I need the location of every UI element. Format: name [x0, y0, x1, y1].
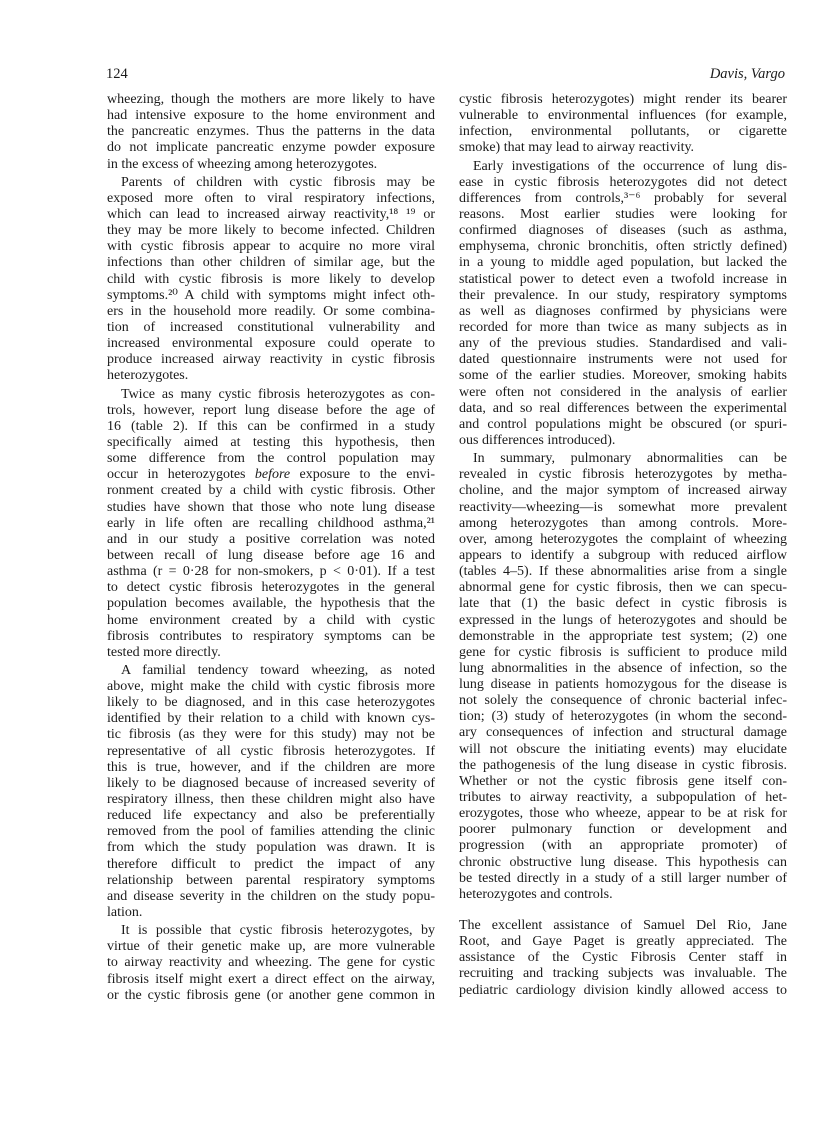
text-line: erozygotes, those who wheeze, appear to be at risk for — [459, 806, 787, 822]
text-segment: exposure to the envi- — [290, 467, 435, 483]
text-line: emphysema, chronic bronchitis, often strictly defined) — [459, 239, 787, 255]
text-line: expressed in the lungs of heterozygotes and should be — [459, 612, 787, 628]
text-line: and in our study a positive correlation was noted — [107, 531, 435, 547]
text-line — [107, 467, 435, 483]
text-line: removed from the pool of families attending the clinic — [107, 824, 435, 840]
text-line: Early investigations of the occurrence of lung dis- — [473, 158, 787, 174]
text-line: infections than other children of similar age, but the — [107, 255, 435, 271]
text-line: vulnerable to environmental influences (for example, — [459, 108, 787, 124]
text-line: were often not considered in the analysis of earlier — [459, 384, 787, 400]
text-line: lung abnormalities in the absence of infection, so the — [459, 660, 787, 676]
text-line: this is true, however, and if the children are more — [107, 759, 435, 775]
left-column — [107, 92, 435, 1006]
text-line: from which the study population was drawn. It is — [107, 840, 435, 856]
text-line: lation. — [107, 905, 143, 921]
text-line: progression (with an appropriate promoter) of — [459, 838, 787, 854]
text-line: exposed more often to viral respiratory infections, — [107, 190, 435, 206]
text-line: with cystic fibrosis appear to acquire no more viral — [107, 239, 435, 255]
text-line: revealed in cystic fibrosis heterozygotes by metha- — [459, 467, 787, 483]
text-line: It is possible that cystic fibrosis heterozygotes, by — [121, 923, 435, 939]
body-paragraph — [107, 175, 435, 385]
text-line: choline, and the major symptom of increased airway — [459, 483, 787, 499]
text-line: population becomes available, the hypothesis that the — [107, 596, 435, 612]
text-line: differences from controls,³⁻⁶ probably for several — [459, 190, 787, 206]
text-line: fibrosis itself might exert a direct effect on the airway, — [107, 971, 435, 987]
text-line: between recall of lung disease before age 16 and — [107, 547, 435, 563]
text-line: do not implicate pancreatic enzyme powder exposure — [107, 140, 435, 156]
text-line: early in life often are recalling childhood asthma,²¹ — [107, 515, 435, 531]
text-line: in a young to middle aged population, but lacked the — [459, 255, 787, 271]
text-line: some of the earlier studies. Moreover, smoking habits — [459, 368, 787, 384]
text-line: poorer pulmonary function or development and — [459, 822, 787, 838]
text-line: cystic fibrosis heterozygotes) might render its bearer — [459, 92, 787, 107]
text-line: tion of increased constitutional vulnerability and — [107, 319, 435, 335]
text-line: ary consequences of infection and structural damage — [459, 725, 787, 741]
text-line: ers in the household more readily. Or some combina- — [107, 303, 435, 319]
body-paragraph — [107, 387, 435, 661]
text-line: tion; (3) study of heterozygotes (in whom the second- — [459, 709, 787, 725]
text-line: recorded for more than twice as many subjects as in — [459, 319, 787, 335]
text-line: (tables 4–5). If these abnormalities arise from a single — [459, 564, 787, 580]
text-line: studies have shown that those who note lung disease — [107, 499, 435, 515]
text-line: asthma (r = 0·28 for non-smokers, p < 0·01). If a test — [107, 564, 435, 580]
text-line: Whether or not the cystic fibrosis gene itself con- — [459, 773, 787, 789]
text-line: specifically aimed at testing this hypothesis, then — [107, 434, 435, 450]
text-line: and disease severity in the children on the study popu- — [107, 888, 435, 904]
text-line: A familial tendency toward wheezing, as noted — [121, 662, 435, 678]
text-line: In summary, pulmonary abnormalities can be — [473, 451, 787, 467]
text-line: dated questionnaire instruments were not used for — [459, 352, 787, 368]
text-line: which can lead to increased airway reactivity,¹⁸ ¹⁹ or — [107, 206, 435, 222]
text-line: lung disease in patients homozygous for the disease is — [459, 677, 787, 693]
text-line: abnormal gene for cystic fibrosis, then we can specu- — [459, 580, 787, 596]
text-line: reduced life expectancy and also be preferentially — [107, 808, 435, 824]
text-line: ous differences introduced). — [459, 432, 616, 448]
text-line: their prevalence. In our study, respiratory symptoms — [459, 287, 787, 303]
text-line: pediatric cardiology division kindly allowed access to — [459, 982, 787, 998]
body-paragraph — [459, 92, 787, 157]
text-line: they may be more likely to become infected. Children — [107, 223, 435, 239]
text-line: to detect cystic fibrosis heterozygotes in the general — [107, 580, 435, 596]
text-line: Parents of children with cystic fibrosis may be — [121, 174, 435, 190]
text-line: as well as diagnoses confirmed by physicians were — [459, 303, 787, 319]
page-number: 124 — [106, 66, 128, 82]
body-paragraph — [107, 92, 435, 173]
text-line: tributes to airway reactivity, a subpopulation of het- — [459, 790, 787, 806]
text-line: ease in cystic fibrosis heterozygotes did not detect — [459, 174, 787, 190]
text-line: not solely the consequence of chronic bacterial infec- — [459, 693, 787, 709]
text-line: likely to be diagnosed because of increased severity of — [107, 775, 435, 791]
text-line: produce increased airway reactivity in cystic fibrosis — [107, 352, 435, 368]
text-line: assistance of the Cystic Fibrosis Center staff in — [459, 950, 787, 966]
text-line: virtue of their genetic make up, are more vulnerable — [107, 939, 435, 955]
body-paragraph — [459, 159, 787, 450]
text-line: late that (1) the basic defect in cystic fibrosis is — [459, 596, 787, 612]
text-line: and control populations might be obscured (or spuri- — [459, 416, 787, 432]
text-line: over, among heterozygotes the complaint of wheezing — [459, 531, 787, 547]
text-line: above, might make the child with cystic fibrosis more — [107, 679, 435, 695]
text-line: ronment created by a child with cystic fibrosis. Other — [107, 483, 435, 499]
text-segment: occur in heterozygotes — [107, 467, 255, 483]
text-line: tested more directly. — [107, 644, 221, 660]
text-line: The excellent assistance of Samuel Del Rio, Jane — [459, 918, 787, 934]
text-line: identified by their relation to a child with known cys- — [107, 711, 435, 727]
text-line: fibrosis contributes to respiratory symptoms can be — [107, 628, 435, 644]
text-line: relationship between parental respiratory symptoms — [107, 872, 435, 888]
text-line: be tested directly in a study of a still larger number of — [459, 870, 787, 886]
text-line: representative of all cystic fibrosis heterozygotes. If — [107, 743, 435, 759]
text-line: statistical power to detect even a twofold increase in — [459, 271, 787, 287]
text-line: had intensive exposure to the home environment and — [107, 108, 435, 124]
text-line: any of the previous studies. Standardised and vali- — [459, 336, 787, 352]
text-line: tic fibrosis (as they were for this study) may not be — [107, 727, 435, 743]
running-head-authors: Davis, Vargo — [709, 66, 785, 82]
text-line: child with cystic fibrosis is more likely to develop — [107, 271, 435, 287]
text-line: 16 (table 2). If this can be confirmed in a study — [107, 418, 435, 434]
text-line: Twice as many cystic fibrosis heterozygotes as con- — [121, 386, 435, 402]
text-line: recruiting and tracking subjects was invaluable. The — [459, 966, 787, 982]
text-line: home environment created by a child with cystic — [107, 612, 435, 628]
right-column — [459, 92, 787, 1001]
text-line: data, and so real differences between the experimental — [459, 400, 787, 416]
text-line: some difference from the control population may — [107, 451, 435, 467]
text-line: demonstrable in the appropriate test system; (2) one — [459, 628, 787, 644]
text-line: likely to be diagnosed, and in this case heterozygotes — [107, 695, 435, 711]
text-line: heterozygotes and controls. — [459, 886, 613, 902]
text-line: reasons. Most earlier studies were looking for — [459, 206, 787, 222]
text-line: Root, and Gaye Paget is greatly appreciated. The — [459, 934, 787, 950]
text-line: in the excess of wheezing among heterozygotes. — [107, 156, 378, 172]
text-line: the pathogenesis of the lung disease in cystic fibrosis. — [459, 757, 787, 773]
text-line: among heterozygotes than among controls. More- — [459, 515, 787, 531]
text-line: wheezing, though the mothers are more likely to have — [107, 92, 435, 107]
acknowledgements-paragraph — [459, 918, 787, 999]
text-line: symptoms.²⁰ A child with symptoms might infect oth- — [107, 287, 435, 303]
italic-text: before — [254, 467, 291, 483]
text-line: trols, however, report lung disease before the age of — [107, 402, 435, 418]
text-line: chronic obstructive lung disease. This hypothesis can — [459, 854, 787, 870]
body-paragraph — [107, 923, 435, 1004]
text-line: the pancreatic enzymes. Thus the patterns in the data — [107, 124, 435, 140]
text-line: or the cystic fibrosis gene (or another gene common in — [107, 987, 435, 1003]
text-line: infection, environmental pollutants, or cigarette — [459, 124, 787, 140]
text-line: confirmed diagnoses of diseases (such as asthma, — [459, 223, 787, 239]
text-line: therefore difficult to predict the impact of any — [107, 856, 435, 872]
text-line: smoke) that may lead to airway reactivity. — [459, 140, 695, 156]
body-paragraph — [107, 663, 435, 921]
text-line: reactivity—wheezing—is somewhat more prevalent — [459, 499, 787, 515]
text-line: will not obscure the initiating events) may elucidate — [459, 741, 787, 757]
text-line: heterozygotes. — [107, 368, 189, 384]
body-paragraph — [459, 451, 787, 903]
text-line: increased environmental exposure could operate to — [107, 336, 435, 352]
text-line: to airway reactivity and wheezing. The gene for cystic — [107, 955, 435, 971]
text-line: respiratory illness, then these children might also have — [107, 792, 435, 808]
text-line: appears to identify a subgroup with reduced airflow — [459, 547, 787, 563]
text-line: gene for cystic fibrosis is sufficient to produce mild — [459, 644, 787, 660]
